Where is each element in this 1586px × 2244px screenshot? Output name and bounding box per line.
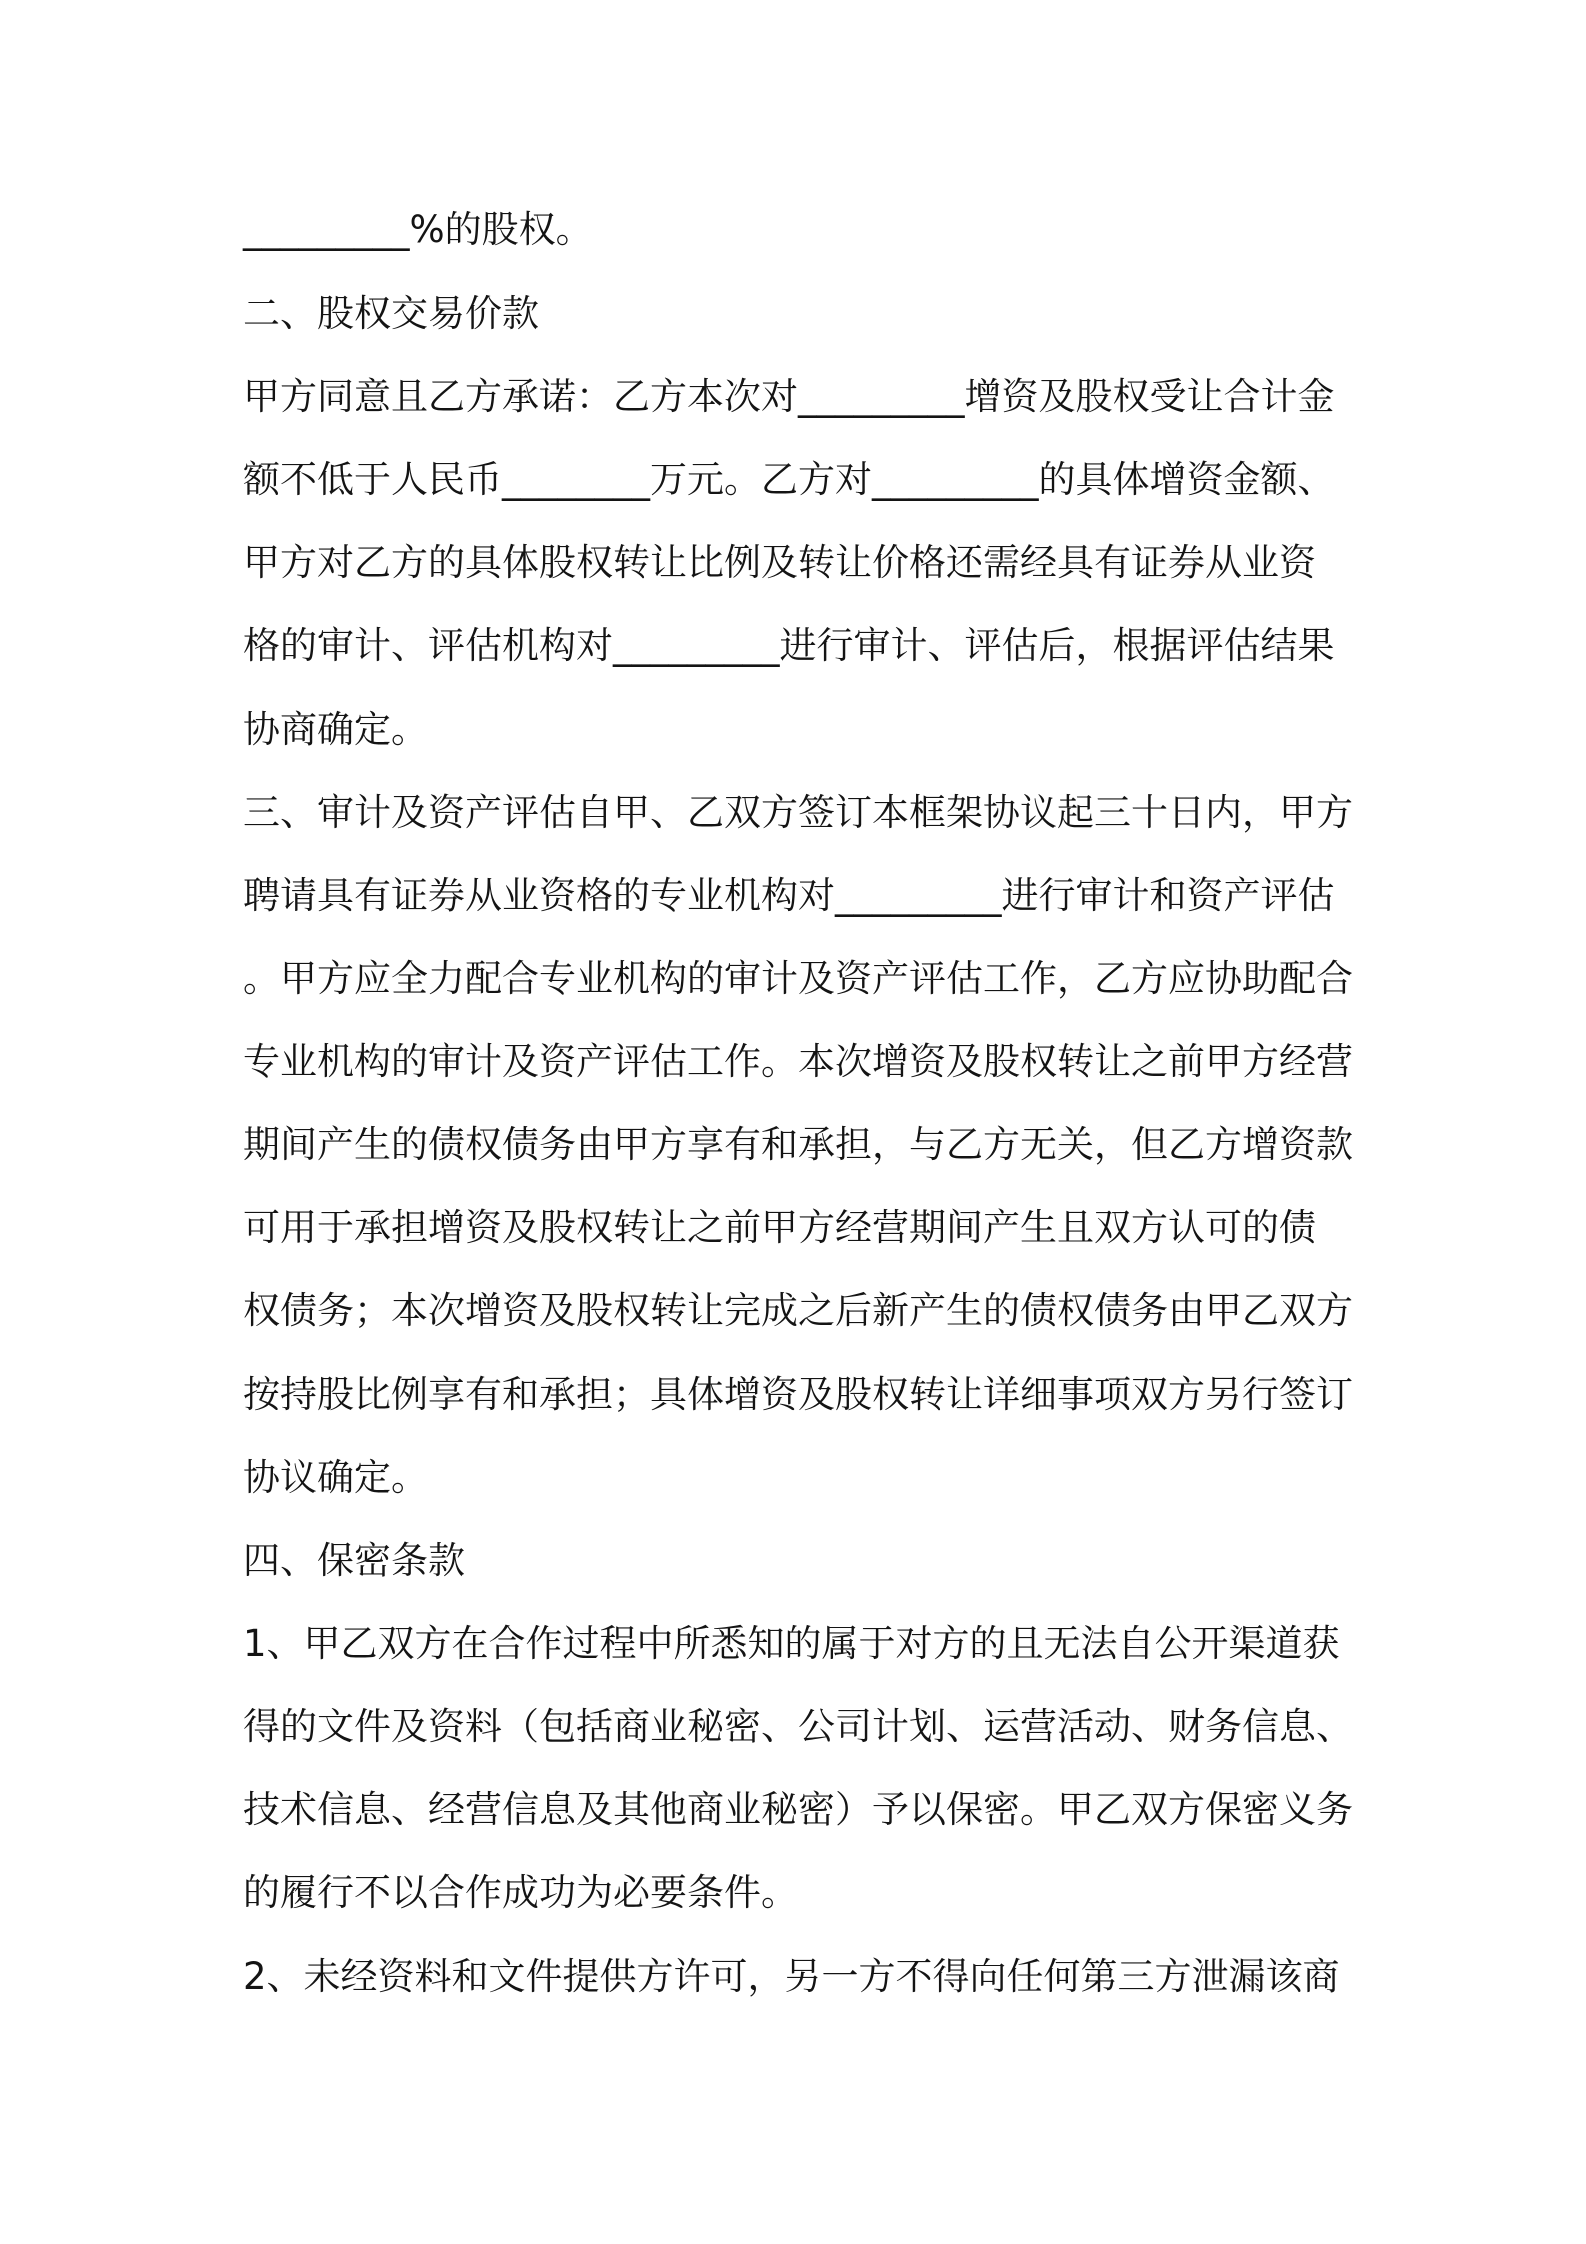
text-line: 得的文件及资料（包括商业秘密、公司计划、运营活动、财务信息、 <box>243 1705 1353 1748</box>
text-line: 。甲方应全力配合专业机构的审计及资产评估工作，乙方应协助配合 <box>243 957 1353 1000</box>
text-line: 按持股比例享有和承担；具体增资及股权转让详细事项双方另行签订 <box>243 1373 1353 1416</box>
section-heading-confidentiality: 四、保密条款 <box>243 1539 465 1582</box>
text-line: 聘请具有证券从业资格的专业机构对_________进行审计和资产评估 <box>243 874 1335 917</box>
section-heading-price: 二、股权交易价款 <box>243 292 539 335</box>
text-line: 甲方同意且乙方承诺：乙方本次对_________增资及股权受让合计金 <box>243 375 1335 418</box>
text-line: 协议确定。 <box>243 1456 428 1499</box>
text-line: 额不低于人民币________万元。乙方对_________的具体增资金额、 <box>243 458 1335 501</box>
text-line: 技术信息、经营信息及其他商业秘密）予以保密。甲乙双方保密义务 <box>243 1788 1353 1831</box>
text-line: 1、甲乙双方在合作过程中所悉知的属于对方的且无法自公开渠道获 <box>243 1622 1340 1665</box>
text-line: 权债务；本次增资及股权转让完成之后新产生的债权债务由甲乙双方 <box>243 1289 1353 1332</box>
text-line: 甲方对乙方的具体股权转让比例及转让价格还需经具有证券从业资 <box>243 541 1316 584</box>
text-line: 的履行不以合作成功为必要条件。 <box>243 1871 798 1914</box>
text-line: 专业机构的审计及资产评估工作。本次增资及股权转让之前甲方经营 <box>243 1040 1353 1083</box>
text-line: 格的审计、评估机构对_________进行审计、评估后，根据评估结果 <box>243 624 1335 667</box>
text-line: _________%的股权。 <box>243 208 593 251</box>
text-line: 2、未经资料和文件提供方许可，另一方不得向任何第三方泄漏该商 <box>243 1955 1340 1998</box>
text-line: 协商确定。 <box>243 708 428 751</box>
text-line: 可用于承担增资及股权转让之前甲方经营期间产生且双方认可的债 <box>243 1206 1316 1249</box>
section-heading-audit: 三、审计及资产评估自甲、乙双方签订本框架协议起三十日内，甲方 <box>243 791 1353 834</box>
text-line: 期间产生的债权债务由甲方享有和承担，与乙方无关，但乙方增资款 <box>243 1123 1353 1166</box>
